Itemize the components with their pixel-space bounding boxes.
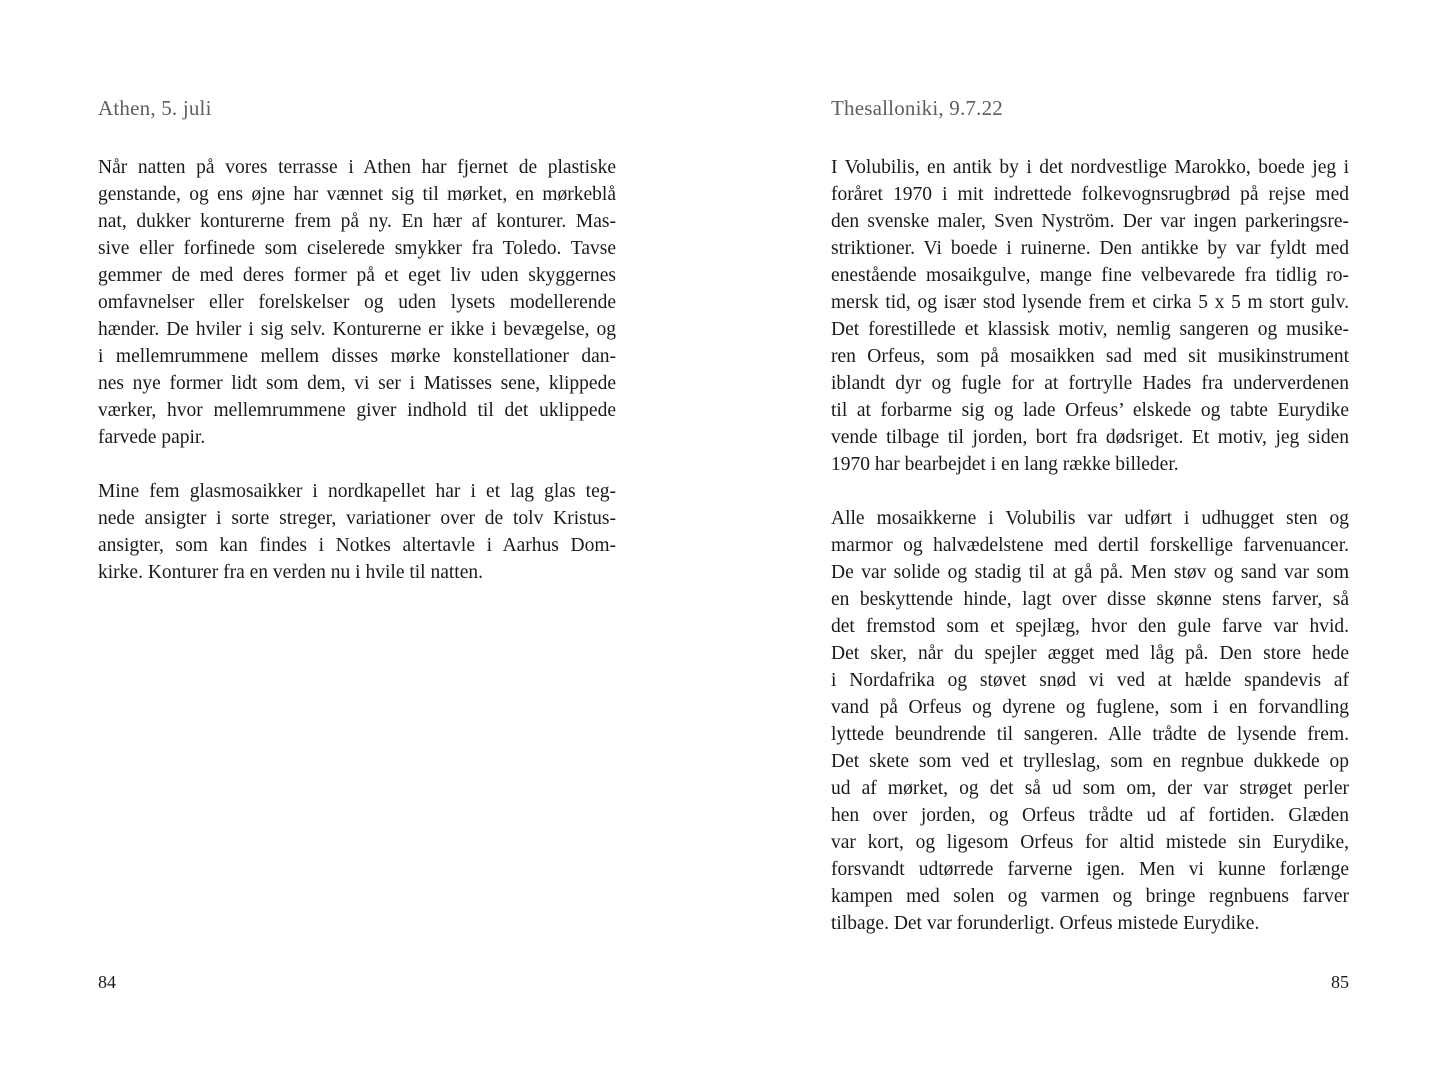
text-line: Det skete som ved et trylleslag, som en regnbue dukkede op: [831, 751, 1349, 772]
text-line: Når natten på vores terrasse i Athen har fjernet de plastiske: [98, 157, 616, 178]
text-line: farvede papir.: [98, 427, 206, 448]
text-line: I Volubilis, en antik by i det nordvestlige Marokko, boede jeg i: [831, 157, 1349, 178]
text-line: kampen med solen og varmen og bringe regnbuens farver: [831, 886, 1349, 907]
left-page-number: 84: [98, 972, 116, 992]
left-paragraph-2: [98, 478, 616, 586]
text-line: striktioner. Vi boede i ruinerne. Den antikke by var fyldt med: [831, 238, 1349, 259]
right-paragraph-1: [831, 154, 1349, 478]
text-line: nat, dukker konturerne frem på ny. En hær af konturer. Mas-: [98, 211, 616, 232]
text-line: hænder. De hviler i sig selv. Konturerne er ikke i bevægelse, og: [98, 319, 616, 340]
text-line: nede ansigter i sorte streger, variationer over de tolv Kristus-: [98, 508, 616, 529]
right-page-number: 85: [1331, 972, 1349, 992]
text-line: De var solide og stadig til at gå på. Men støv og sand var som: [831, 562, 1349, 583]
text-line: ansigter, som kan findes i Notkes altertavle i Aarhus Dom-: [98, 535, 616, 556]
text-line: foråret 1970 i mit indrettede folkevognsrugbrød på rejse med: [831, 184, 1349, 205]
left-page-body: [98, 154, 616, 613]
text-line: Det forestillede et klassisk motiv, nemlig sangeren og musike-: [831, 319, 1349, 340]
text-line: marmor og halvædelstene med dertil forskellige farvenuancer.: [831, 535, 1349, 556]
text-line: Det sker, når du spejler ægget med låg på. Den store hede: [831, 643, 1349, 664]
text-line: enestående mosaikgulve, mange fine velbevarede fra tidlig ro-: [831, 265, 1349, 286]
text-line: iblandt dyr og fugle for at fortrylle Hades fra underverdenen: [831, 373, 1349, 394]
left-paragraph-1: [98, 154, 616, 451]
text-line: forsvandt udtørrede farverne igen. Men vi kunne forlænge: [831, 859, 1349, 880]
left-page-heading: Athen, 5. juli: [98, 96, 212, 120]
left-page: [98, 0, 616, 1087]
text-line: tilbage. Det var forunderligt. Orfeus mistede Eurydike.: [831, 913, 1260, 934]
text-line: det fremstod som et spejlæg, hvor den gule farve var hvid.: [831, 616, 1349, 637]
text-line: Alle mosaikkerne i Volubilis var udført i udhugget sten og: [831, 508, 1349, 529]
text-line: vende tilbage til jorden, bort fra dødsriget. Et motiv, jeg siden: [831, 427, 1349, 448]
text-line: var kort, og ligesom Orfeus for altid mistede sin Eurydike,: [831, 832, 1349, 853]
text-line: gemmer de med deres former på et eget liv uden skyggernes: [98, 265, 616, 286]
text-line: en beskyttende hinde, lagt over disse skønne stens farver, så: [831, 589, 1349, 610]
text-line: mersk tid, og især stod lysende frem et cirka 5 x 5 m stort gulv.: [831, 292, 1349, 313]
right-paragraph-2: [831, 505, 1349, 937]
text-line: omfavnelser eller forelskelser og uden lysets modellerende: [98, 292, 616, 313]
text-line: den svenske maler, Sven Nyström. Der var ingen parkeringsre-: [831, 211, 1349, 232]
text-line: værker, hvor mellemrummene giver indhold til det uklippede: [98, 400, 616, 421]
text-line: lyttede beundrende til sangeren. Alle trådte de lysende frem.: [831, 724, 1349, 745]
text-line: ud af mørket, og det så ud som om, der var strøget perler: [831, 778, 1349, 799]
right-page-heading: Thesalloniki, 9.7.22: [831, 96, 1003, 120]
right-page: [831, 0, 1349, 1087]
text-line: i mellemrummene mellem disses mørke konstellationer dan-: [98, 346, 616, 367]
text-line: til at forbarme sig og lade Orfeus’ elskede og tabte Eurydike: [831, 400, 1349, 421]
right-page-body: [831, 154, 1349, 964]
text-line: vand på Orfeus og dyrene og fuglene, som i en forvandling: [831, 697, 1349, 718]
text-line: genstande, og ens øjne har vænnet sig til mørket, en mørkeblå: [98, 184, 616, 205]
text-line: nes nye former lidt som dem, vi ser i Matisses sene, klippede: [98, 373, 616, 394]
text-line: ren Orfeus, som på mosaikken sad med sit musikinstrument: [831, 346, 1349, 367]
text-line: Mine fem glasmosaikker i nordkapellet har i et lag glas teg-: [98, 481, 616, 502]
text-line: kirke. Konturer fra en verden nu i hvile til natten.: [98, 562, 483, 583]
text-line: sive eller forfinede som ciselerede smykker fra Toledo. Tavse: [98, 238, 616, 259]
text-line: hen over jorden, og Orfeus trådte ud af fortiden. Glæden: [831, 805, 1349, 826]
text-line: 1970 har bearbejdet i en lang række billeder.: [831, 454, 1179, 475]
text-line: i Nordafrika og støvet snød vi ved at hælde spandevis af: [831, 670, 1349, 691]
